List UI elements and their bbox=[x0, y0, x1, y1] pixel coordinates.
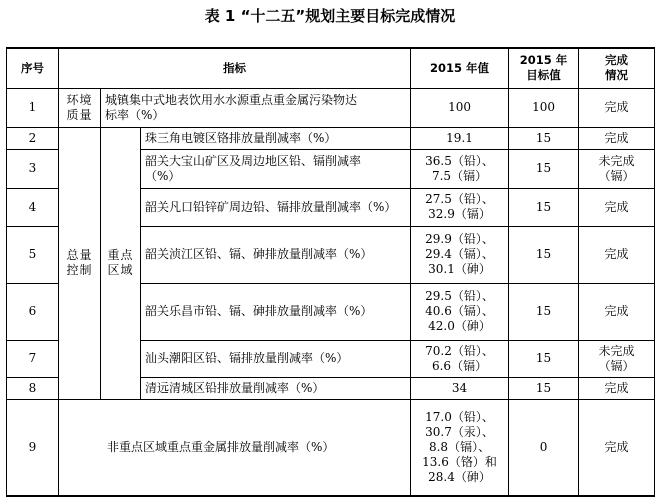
row-indicator: 珠三角电镀区铬排放量削减率（%） bbox=[141, 127, 411, 149]
row-no: 1 bbox=[7, 88, 59, 127]
row-indicator: 韶关凡口铅锌矿周边铅、镉排放量削减率（%） bbox=[141, 188, 411, 226]
group-env-quality: 环境 质量 bbox=[59, 88, 101, 127]
group-total-control: 总量 控制 bbox=[59, 127, 101, 399]
row-value: 29.5（铅）、 40.6（镉）、 42.0（砷） bbox=[411, 283, 509, 340]
row-value: 70.2（铅）、 6.6（镉） bbox=[411, 340, 509, 377]
row-status: 完成 bbox=[579, 283, 655, 340]
row-value: 29.9（铅）、 29.4（镉）、 30.1（砷） bbox=[411, 226, 509, 283]
row-indicator: 清远清城区铅排放量削减率（%） bbox=[141, 377, 411, 399]
row-indicator: 韶关大宝山矿区及周边地区铅、镉削减率 （%） bbox=[141, 149, 411, 188]
row-value: 19.1 bbox=[411, 127, 509, 149]
row-target: 15 bbox=[509, 127, 579, 149]
row-no: 9 bbox=[7, 399, 59, 496]
row-no: 7 bbox=[7, 340, 59, 377]
row-indicator: 城镇集中式地表饮用水水源重点重金属污染物达 标率（%） bbox=[101, 88, 411, 127]
row-no: 5 bbox=[7, 226, 59, 283]
targets-table bbox=[6, 47, 655, 497]
header-no: 序号 bbox=[7, 48, 59, 88]
row-status: 未完成 （镉） bbox=[579, 340, 655, 377]
row-value: 27.5（铅）、 32.9（镉） bbox=[411, 188, 509, 226]
row-status: 完成 bbox=[579, 226, 655, 283]
row-indicator: 韶关浈江区铅、镉、砷排放量削减率（%） bbox=[141, 226, 411, 283]
row-no: 4 bbox=[7, 188, 59, 226]
row-status: 完成 bbox=[579, 88, 655, 127]
group-key-regions: 重点 区域 bbox=[101, 127, 141, 399]
row-value: 36.5（铅）、 7.5（镉） bbox=[411, 149, 509, 188]
row-target: 15 bbox=[509, 340, 579, 377]
row-value: 34 bbox=[411, 377, 509, 399]
table-title: 表 1 “十二五”规划主要目标完成情况 bbox=[204, 7, 456, 25]
header-indicator: 指标 bbox=[59, 48, 411, 88]
row-target: 15 bbox=[509, 377, 579, 399]
row-indicator: 汕头潮阳区铅、镉排放量削减率（%） bbox=[141, 340, 411, 377]
row-target: 0 bbox=[509, 399, 579, 496]
header-row bbox=[7, 48, 655, 88]
row-value: 17.0（铅）、 30.7（汞）、 8.8（镉）、 13.6（铬）和 28.4（砷） bbox=[411, 399, 509, 496]
row-status: 完成 bbox=[579, 127, 655, 149]
row-status: 未完成 （镉） bbox=[579, 149, 655, 188]
row-status: 完成 bbox=[579, 188, 655, 226]
row-no: 2 bbox=[7, 127, 59, 149]
row-no: 6 bbox=[7, 283, 59, 340]
header-value-2015: 2015 年值 bbox=[411, 48, 509, 88]
header-status: 完成 情况 bbox=[579, 48, 655, 88]
row-target: 15 bbox=[509, 188, 579, 226]
row-no: 3 bbox=[7, 149, 59, 188]
row-indicator: 非重点区域重点重金属排放量削减率（%） bbox=[59, 399, 411, 496]
row-status: 完成 bbox=[579, 399, 655, 496]
row-target: 15 bbox=[509, 226, 579, 283]
table-row bbox=[7, 399, 655, 496]
header-target-2015: 2015 年 目标值 bbox=[509, 48, 579, 88]
row-status: 完成 bbox=[579, 377, 655, 399]
row-indicator: 韶关乐昌市铅、镉、砷排放量削减率（%） bbox=[141, 283, 411, 340]
row-target: 100 bbox=[509, 88, 579, 127]
table-row bbox=[7, 127, 655, 149]
row-no: 8 bbox=[7, 377, 59, 399]
table-row bbox=[7, 88, 655, 127]
row-value: 100 bbox=[411, 88, 509, 127]
row-target: 15 bbox=[509, 283, 579, 340]
row-target: 15 bbox=[509, 149, 579, 188]
